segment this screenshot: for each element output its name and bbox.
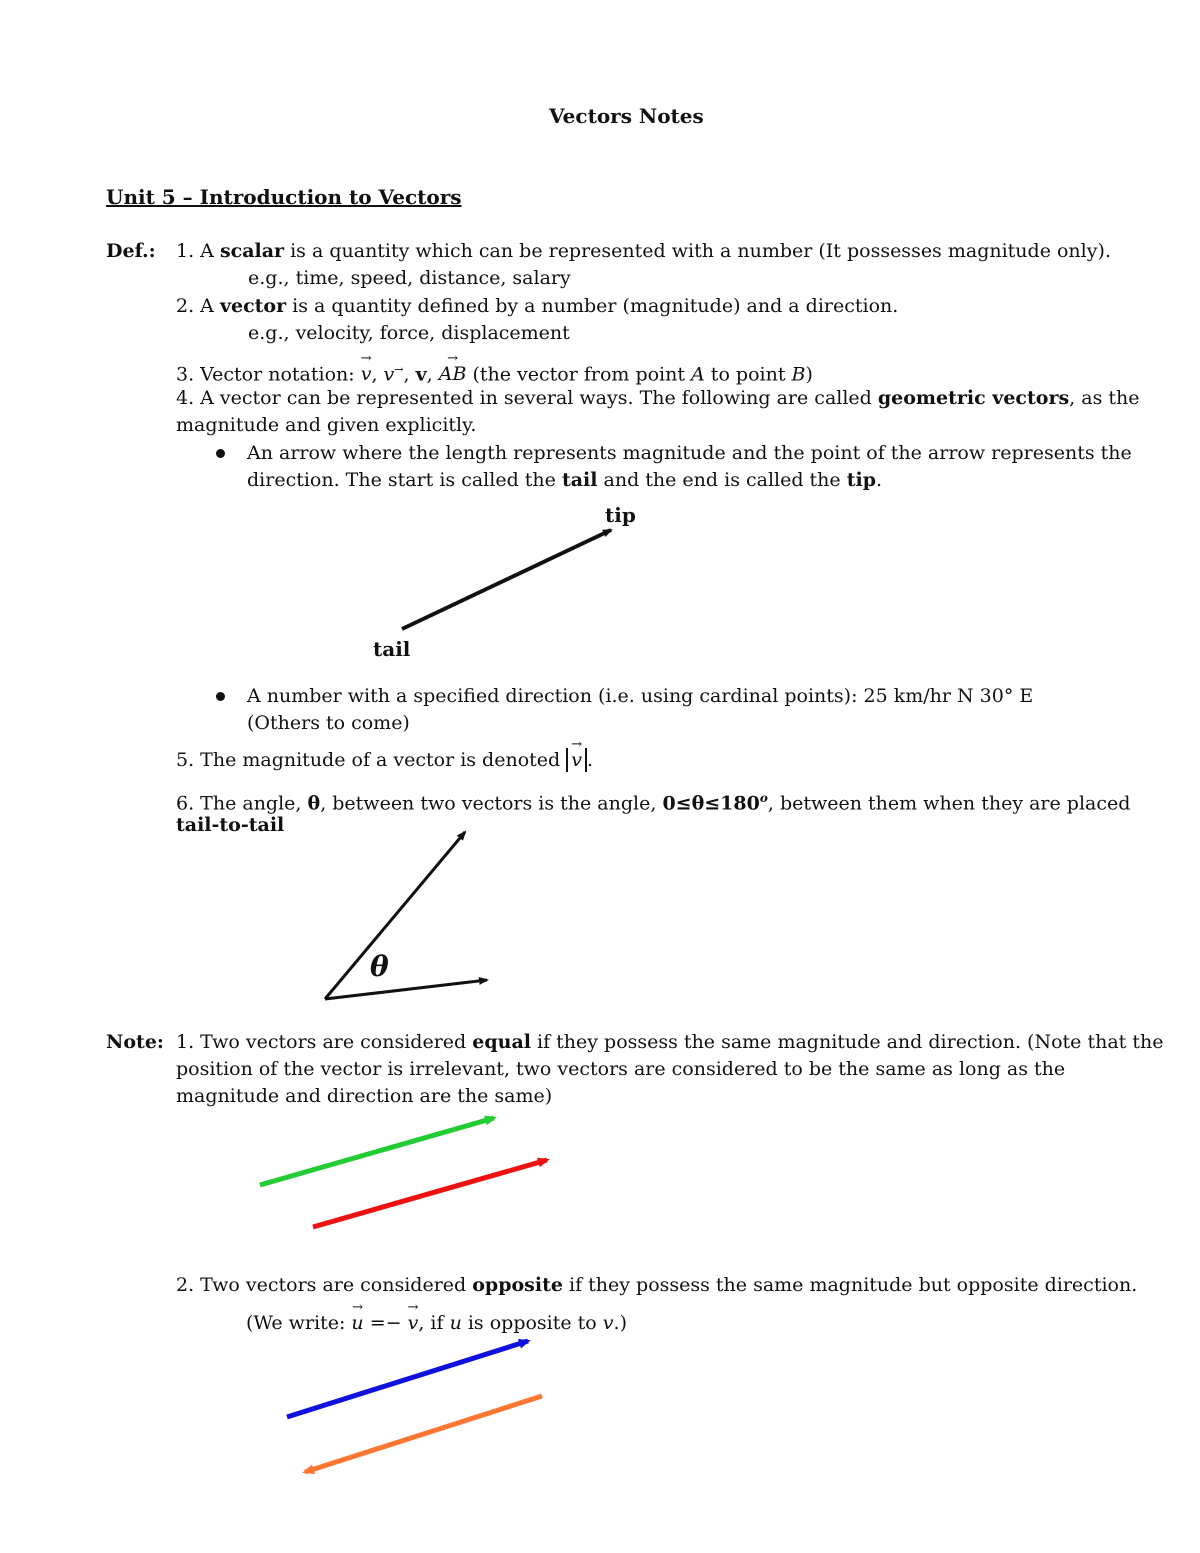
def6-text: 6. The angle, (176, 792, 308, 815)
def2-example: e.g., velocity, force, displacement (248, 322, 570, 344)
def3-vec-v: → v (361, 361, 372, 387)
def3-sep: , (403, 363, 416, 386)
opposite-vector-orange (305, 1396, 542, 1472)
def2-rest: is a quantity defined by a number (magnitude) and a direction. (286, 295, 899, 317)
bullet1-line1: An arrow where the length represents magnitude and the point of the arrow represents the (247, 442, 1132, 464)
def6-range: 0≤θ≤180 (662, 792, 760, 815)
note-label: Note: (106, 1031, 164, 1053)
note2-text: , if (418, 1312, 450, 1334)
bullet2-line1: A number with a specified direction (i.e. using cardinal points): 25 km/hr N 30° E (247, 685, 1034, 707)
note2-text: (We write: (246, 1312, 352, 1334)
angle-arrow-lower (325, 980, 487, 999)
def-label: Def.: (106, 240, 156, 262)
note2-text: 2. Two vectors are considered (176, 1274, 473, 1296)
bullet2-line2: (Others to come) (247, 712, 410, 734)
def3-vec-ab: → AB (439, 361, 467, 387)
note2-eq: =− (363, 1312, 408, 1334)
def2-term: vector (219, 295, 287, 317)
def6-degree: o (759, 791, 768, 805)
def3-point-b: B (791, 363, 806, 386)
def3-point-a: A (691, 363, 705, 386)
unit-heading: Unit 5 – Introduction to Vectors (106, 185, 462, 209)
bullet1-text: . (876, 469, 883, 491)
angle-arrow-upper (325, 832, 465, 999)
note2-text: .) (613, 1312, 627, 1334)
magnitude-vec: → v (571, 748, 582, 772)
note2-text: is opposite to (461, 1312, 603, 1334)
angle-label: θ (370, 950, 389, 983)
equal-vector-green (260, 1118, 494, 1185)
note1-line2: position of the vector is irrelevant, two vectors are considered to be the same as long as the (176, 1058, 1066, 1080)
note2-term: opposite (472, 1274, 563, 1296)
def3-rest: (the vector from point (466, 363, 692, 386)
tip-label: tip (605, 503, 636, 527)
def3-bold-v: v (415, 363, 427, 386)
def5-end: . (586, 749, 594, 771)
bullet1-text: direction. The start is called the (247, 469, 562, 491)
def4-term: geometric vectors (877, 387, 1070, 409)
def4-text: , as the (1069, 387, 1140, 409)
def6-theta: θ (307, 792, 321, 815)
def3-sup-arrow: → (394, 363, 404, 376)
def3-sep: , (371, 363, 384, 386)
def1-rest: is a quantity which can be represented with a number (It possesses magnitude only). (284, 240, 1111, 262)
def3-sep: , (426, 363, 439, 386)
equal-vector-red (313, 1160, 547, 1227)
note1-text: 1. Two vectors are considered (176, 1031, 473, 1053)
note2-vec-v: → v (408, 1310, 419, 1336)
note1-text: if they possess the same magnitude and direction. (Note that the (530, 1031, 1164, 1053)
def3-rest: to point (704, 363, 792, 386)
tail-tip-arrow (402, 530, 611, 629)
note2-u: u (449, 1312, 462, 1334)
def6-text: , between two vectors is the angle, (320, 792, 663, 815)
note1-term: equal (472, 1031, 531, 1053)
bullet1-tail-term: tail (561, 469, 598, 491)
def3-vec-v-sup: v (383, 363, 395, 386)
page-title: Vectors Notes (549, 104, 704, 128)
def3-rest: ) (805, 363, 813, 386)
note2-text: if they possess the same magnitude but opposite direction. (562, 1274, 1138, 1296)
def4-line2: magnitude and given explicitly. (176, 414, 477, 436)
note1-line3: magnitude and direction are the same) (176, 1085, 553, 1107)
def1-num: 1. A (176, 240, 220, 262)
opposite-vector-blue (287, 1341, 528, 1417)
def2-num: 2. A (176, 295, 220, 317)
def3-prefix: 3. Vector notation: (176, 363, 361, 386)
bullet1-tip-term: tip (846, 469, 876, 491)
def4-text: 4. A vector can be represented in several ways. The following are called (176, 387, 878, 409)
note2-v: v (602, 1312, 614, 1334)
def5-text: 5. The magnitude of a vector is denoted (176, 749, 567, 771)
note2-vec-u: → u (351, 1310, 363, 1336)
def1-example: e.g., time, speed, distance, salary (248, 267, 571, 289)
def1-term: scalar (219, 240, 285, 262)
tail-label: tail (373, 637, 411, 661)
bullet1-text: and the end is called the (597, 469, 847, 491)
def6-text: , between them when they are placed (767, 792, 1131, 815)
def6-line2: tail-to-tail (176, 814, 285, 836)
